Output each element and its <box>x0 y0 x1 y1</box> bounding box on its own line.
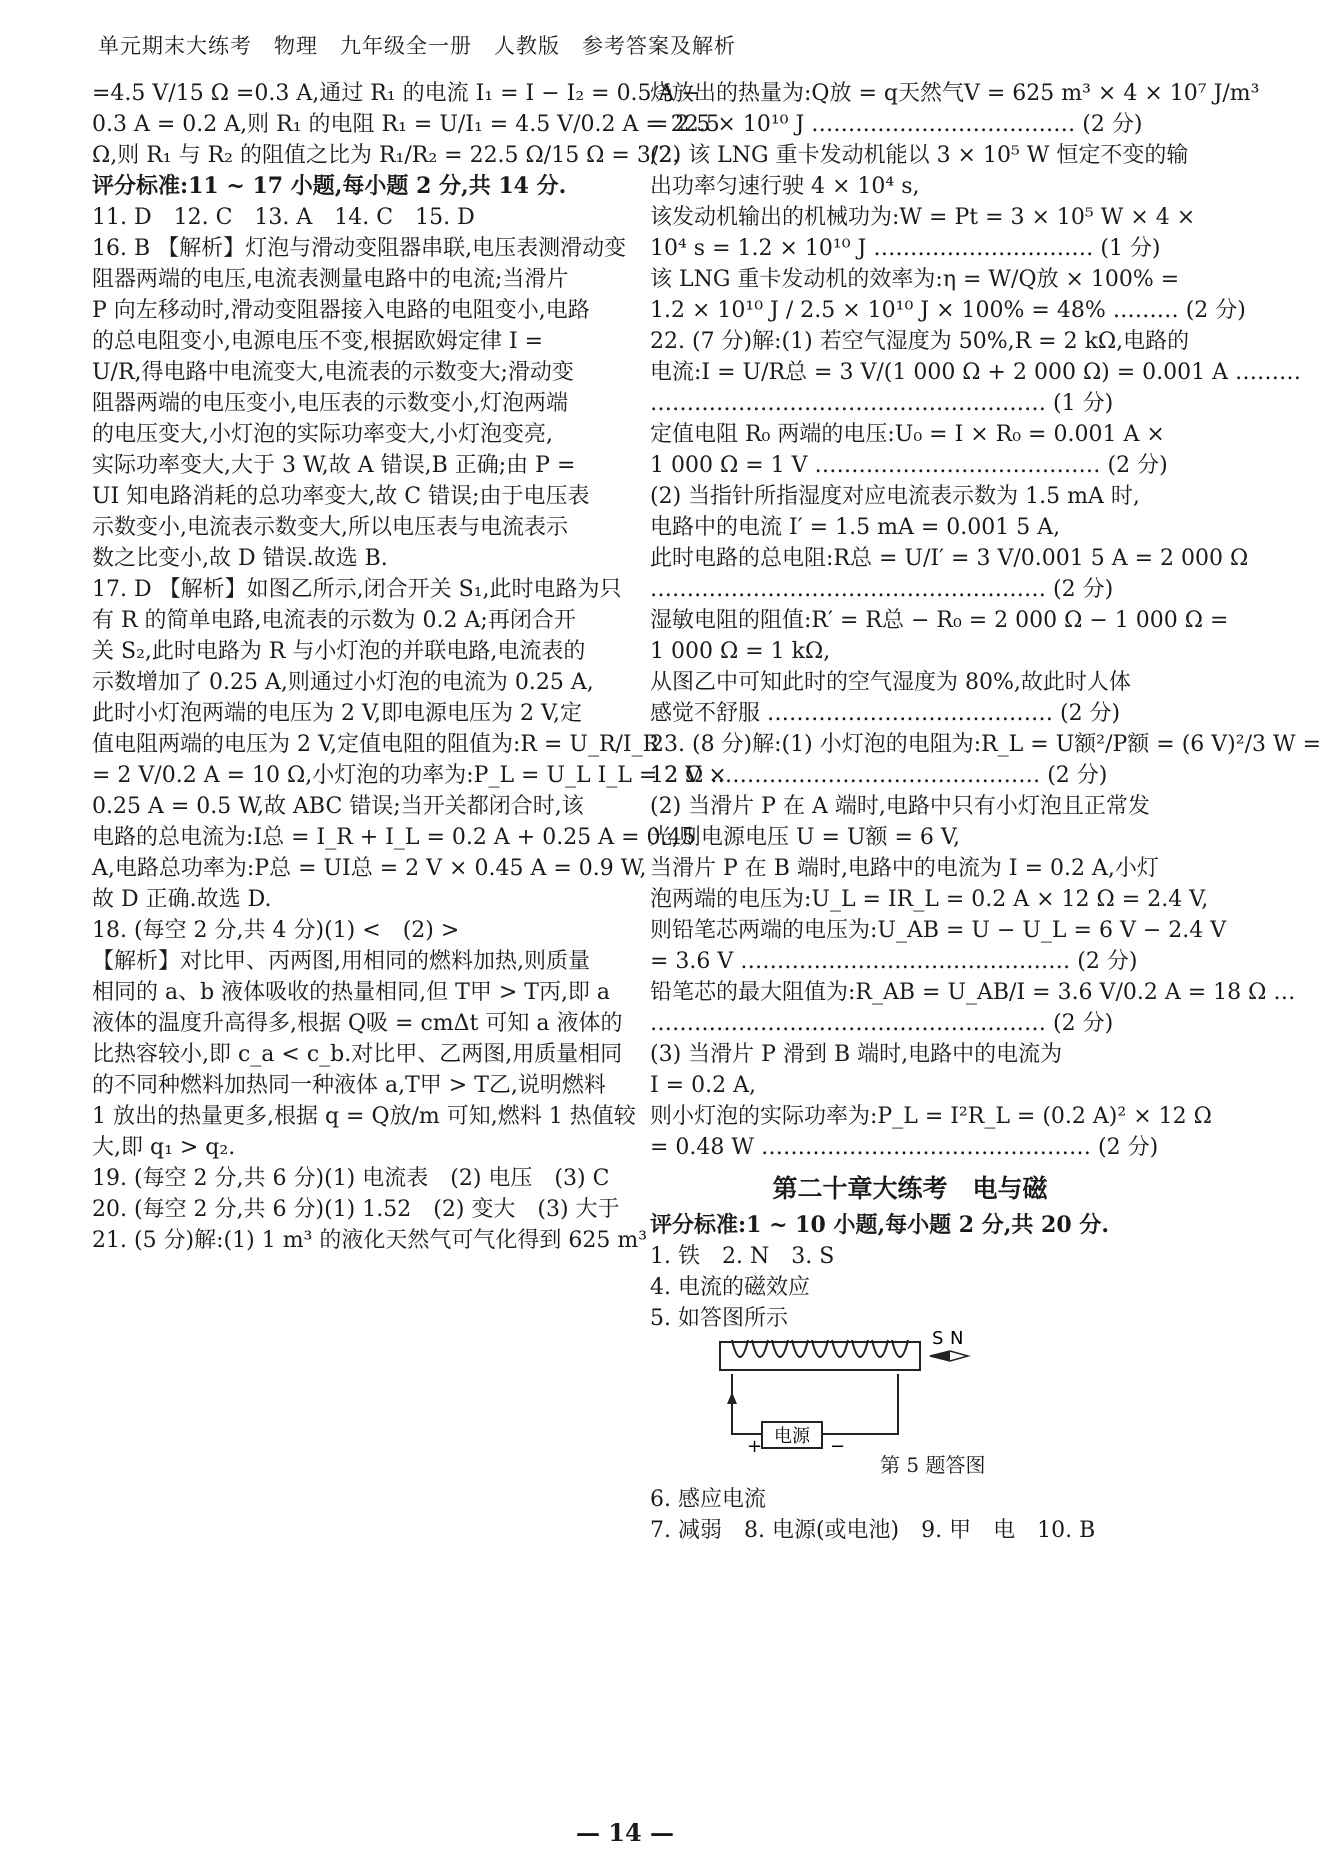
text-line: 该发动机输出的机械功为:W = Pt = 3 × 10⁵ W × 4 × <box>650 205 1196 230</box>
text-line: 此时电路的总电阻:R总 = U/I′ = 3 V/0.001 5 A = 2 000 Ω <box>650 546 1249 571</box>
text-line: 评分标准:11 ~ 17 小题,每小题 2 分,共 14 分. <box>92 173 567 199</box>
text-line: 5. 如答图所示 <box>650 1306 788 1331</box>
text-line: 1. 铁 2. N 3. S <box>650 1244 835 1269</box>
text-line: 6. 感应电流 <box>650 1487 766 1512</box>
text-line: 16. B 【解析】灯泡与滑动变阻器串联,电压表测滑动变 <box>92 236 627 261</box>
text-line: ……………………………………………… (2 分) <box>650 577 1114 602</box>
text-line: = 2.5 × 10¹⁰ J ……………………………… (2 分) <box>650 112 1143 137</box>
text-line: = 3.6 V ……………………………………… (2 分) <box>650 949 1138 974</box>
page-number: — 14 — <box>575 1818 675 1847</box>
text-line: (2) 当滑片 P 在 A 端时,电路中只有小灯泡且正常发 <box>650 794 1150 819</box>
text-line: 的不同种燃料加热同一种液体 a,T甲 > T乙,说明燃料 <box>92 1073 606 1098</box>
page-header: 单元期末大练考 物理 九年级全一册 人教版 参考答案及解析 <box>98 34 736 58</box>
text-line: UI 知电路消耗的总功率变大,故 C 错误;由于电压表 <box>92 484 590 509</box>
right-column <box>650 78 1321 1546</box>
text-line: 0.3 A = 0.2 A,则 R₁ 的电阻 R₁ = U/I₁ = 4.5 V/0.2 A = 22.5 <box>92 112 720 137</box>
needle-dark-half <box>930 1351 950 1361</box>
text-line: U/R,得电路中电流变大,电流表的示数变大;滑动变 <box>92 360 574 385</box>
text-line: 1 000 Ω = 1 V ………………………………… (2 分) <box>650 453 1168 478</box>
text-line: 数之比变小,故 D 错误.故选 B. <box>92 546 388 571</box>
text-line: 泡两端的电压为:U_L = IR_L = 0.2 A × 12 Ω = 2.4 V, <box>650 887 1209 912</box>
text-line: 铅笔芯的最大阻值为:R_AB = U_AB/I = 3.6 V/0.2 A = 18 Ω … <box>650 980 1296 1005</box>
text-line: 值电阻两端的电压为 2 V,定值电阻的阻值为:R = U_R/I_R <box>92 732 660 757</box>
power-source-label: 电源 <box>774 1426 810 1447</box>
text-line: 0.25 A = 0.5 W,故 ABC 错误;当开关都闭合时,该 <box>92 794 584 819</box>
text-line: 湿敏电阻的阻值:R′ = R总 − R₀ = 2 000 Ω − 1 000 Ω = <box>650 608 1229 633</box>
text-line: 此时小灯泡两端的电压为 2 V,即电源电压为 2 V,定 <box>92 701 583 726</box>
text-line: 关 S₂,此时电路为 R 与小灯泡的并联电路,电流表的 <box>92 639 586 664</box>
negative-terminal: − <box>830 1436 846 1457</box>
text-line: 比热容较小,即 c_a < c_b.对比甲、乙两图,用质量相同 <box>92 1042 623 1067</box>
text-line: 18. (每空 2 分,共 4 分)(1) < (2) > <box>92 918 460 943</box>
text-line: 12 Ω ……………………………………… (2 分) <box>650 763 1108 788</box>
text-line: Ω,则 R₁ 与 R₂ 的阻值之比为 R₁/R₂ = 22.5 Ω/15 Ω = 3/2. <box>92 143 680 168</box>
text-line: 故 D 正确.故选 D. <box>92 887 272 912</box>
text-line: (3) 当滑片 P 滑到 B 端时,电路中的电流为 <box>650 1042 1063 1067</box>
figure-caption: 第 5 题答图 <box>880 1453 986 1477</box>
text-line: 电流:I = U/R总 = 3 V/(1 000 Ω + 2 000 Ω) = 0.001 A ……… <box>650 360 1302 385</box>
text-line: 19. (每空 2 分,共 6 分)(1) 电流表 (2) 电压 (3) C <box>92 1166 610 1191</box>
text-line: 21. (5 分)解:(1) 1 m³ 的液化天然气可气化得到 625 m³ <box>92 1228 648 1253</box>
text-line: ……………………………………………… (2 分) <box>650 1011 1114 1036</box>
text-line: 7. 减弱 8. 电源(或电池) 9. 甲 电 10. B <box>650 1518 1096 1543</box>
text-line: 1 放出的热量更多,根据 q = Q放/m 可知,燃料 1 热值较 <box>92 1104 636 1129</box>
text-line: 阻器两端的电压变小,电压表的示数变小,灯泡两端 <box>92 391 568 416</box>
text-line: 当滑片 P 在 B 端时,电路中的电流为 I = 0.2 A,小灯 <box>650 856 1159 881</box>
wire-right <box>822 1374 898 1434</box>
text-line: 该 LNG 重卡发动机的效率为:η = W/Q放 × 100% = <box>650 267 1180 292</box>
text-line: 10⁴ s = 1.2 × 10¹⁰ J ………………………… (1 分) <box>650 236 1161 261</box>
text-line: 示数变小,电流表示数变大,所以电压表与电流表示 <box>92 515 568 540</box>
text-line: 4. 电流的磁效应 <box>650 1275 810 1300</box>
text-line: ……………………………………………… (1 分) <box>650 391 1114 416</box>
text-line: 1 000 Ω = 1 kΩ, <box>650 639 831 664</box>
text-line: 22. (7 分)解:(1) 若空气湿度为 50%,R = 2 kΩ,电路的 <box>650 329 1190 354</box>
text-line: 示数增加了 0.25 A,则通过小灯泡的电流为 0.25 A, <box>92 670 594 695</box>
text-line: 电路的总电流为:I总 = I_R + I_L = 0.2 A + 0.25 A = 0.45 <box>92 825 696 850</box>
text-line: P 向左移动时,滑动变阻器接入电路的电阻变小,电路 <box>92 298 590 323</box>
text-line: 的总电阻变小,电源电压不变,根据欧姆定律 I = <box>92 329 544 354</box>
text-line: A,电路总功率为:P总 = UI总 = 2 V × 0.45 A = 0.9 W, <box>92 856 647 881</box>
text-line: 23. (8 分)解:(1) 小灯泡的电阻为:R_L = U额²/P额 = (6 V)²/3 W = <box>650 732 1321 757</box>
text-line: 定值电阻 R₀ 两端的电压:U₀ = I × R₀ = 0.001 A × <box>650 422 1165 447</box>
text-line: 电路中的电流 I′ = 1.5 mA = 0.001 5 A, <box>650 515 1061 540</box>
text-line: 相同的 a、b 液体吸收的热量相同,但 T甲 > T丙,即 a <box>92 980 611 1005</box>
text-line: 17. D 【解析】如图乙所示,闭合开关 S₁,此时电路为只 <box>92 577 622 602</box>
text-line: 20. (每空 2 分,共 6 分)(1) 1.52 (2) 变大 (3) 大于 <box>92 1197 620 1222</box>
figure-5-answer <box>650 1328 1170 1484</box>
needle-n-label: N <box>950 1328 964 1349</box>
text-line: = 0.48 W ……………………………………… (2 分) <box>650 1135 1159 1160</box>
text-line: 烧放出的热量为:Q放 = q天然气V = 625 m³ × 4 × 10⁷ J/m³ <box>650 81 1260 106</box>
text-line: 11. D 12. C 13. A 14. C 15. D <box>92 205 475 230</box>
text-line: 从图乙中可知此时的空气湿度为 80%,故此时人体 <box>650 670 1131 695</box>
text-line: 则小灯泡的实际功率为:P_L = I²R_L = (0.2 A)² × 12 Ω <box>650 1104 1212 1129</box>
text-line: (2) 当指针所指湿度对应电流表示数为 1.5 mA 时, <box>650 484 1140 509</box>
text-line: 的电压变大,小灯泡的实际功率变大,小灯泡变亮, <box>92 422 553 447</box>
text-line: 阻器两端的电压,电流表测量电路中的电流;当滑片 <box>92 267 569 292</box>
current-arrow <box>727 1392 737 1404</box>
text-line: 【解析】对比甲、丙两图,用相同的燃料加热,则质量 <box>92 949 590 974</box>
text-line: 大,即 q₁ > q₂. <box>92 1135 236 1160</box>
text-line: 实际功率变大,大于 3 W,故 A 错误,B 正确;由 P = <box>92 453 576 478</box>
text-line: 有 R 的简单电路,电流表的示数为 0.2 A;再闭合开 <box>92 608 576 633</box>
text-line: 1.2 × 10¹⁰ J / 2.5 × 10¹⁰ J × 100% = 48% ……… (2 分) <box>650 298 1246 323</box>
text-line: 评分标准:1 ~ 10 小题,每小题 2 分,共 20 分. <box>650 1212 1109 1238</box>
text-line: 则铅笔芯两端的电压为:U_AB = U − U_L = 6 V − 2.4 V <box>650 918 1227 943</box>
text-line: 光,则电源电压 U = U额 = 6 V, <box>650 825 960 850</box>
text-line: 感觉不舒服 ………………………………… (2 分) <box>650 701 1121 726</box>
text-line: = 2 V/0.2 A = 10 Ω,小灯泡的功率为:P_L = U_L I_L = 2 V × <box>92 763 727 788</box>
text-line: =4.5 V/15 Ω =0.3 A,通过 R₁ 的电流 I₁ = I − I₂ = 0.5 A − <box>92 81 700 106</box>
section-title: 第二十章大练考 电与磁 <box>772 1174 1048 1203</box>
text-line: 液体的温度升高得多,根据 Q吸 = cmΔt 可知 a 液体的 <box>92 1011 623 1036</box>
positive-terminal: + <box>747 1436 763 1457</box>
text-line: (2) 该 LNG 重卡发动机能以 3 × 10⁵ W 恒定不变的输 <box>650 143 1189 168</box>
needle-s-label: S <box>932 1328 944 1349</box>
text-line: 出功率匀速行驶 4 × 10⁴ s, <box>650 174 920 199</box>
text-line: I = 0.2 A, <box>650 1073 756 1098</box>
